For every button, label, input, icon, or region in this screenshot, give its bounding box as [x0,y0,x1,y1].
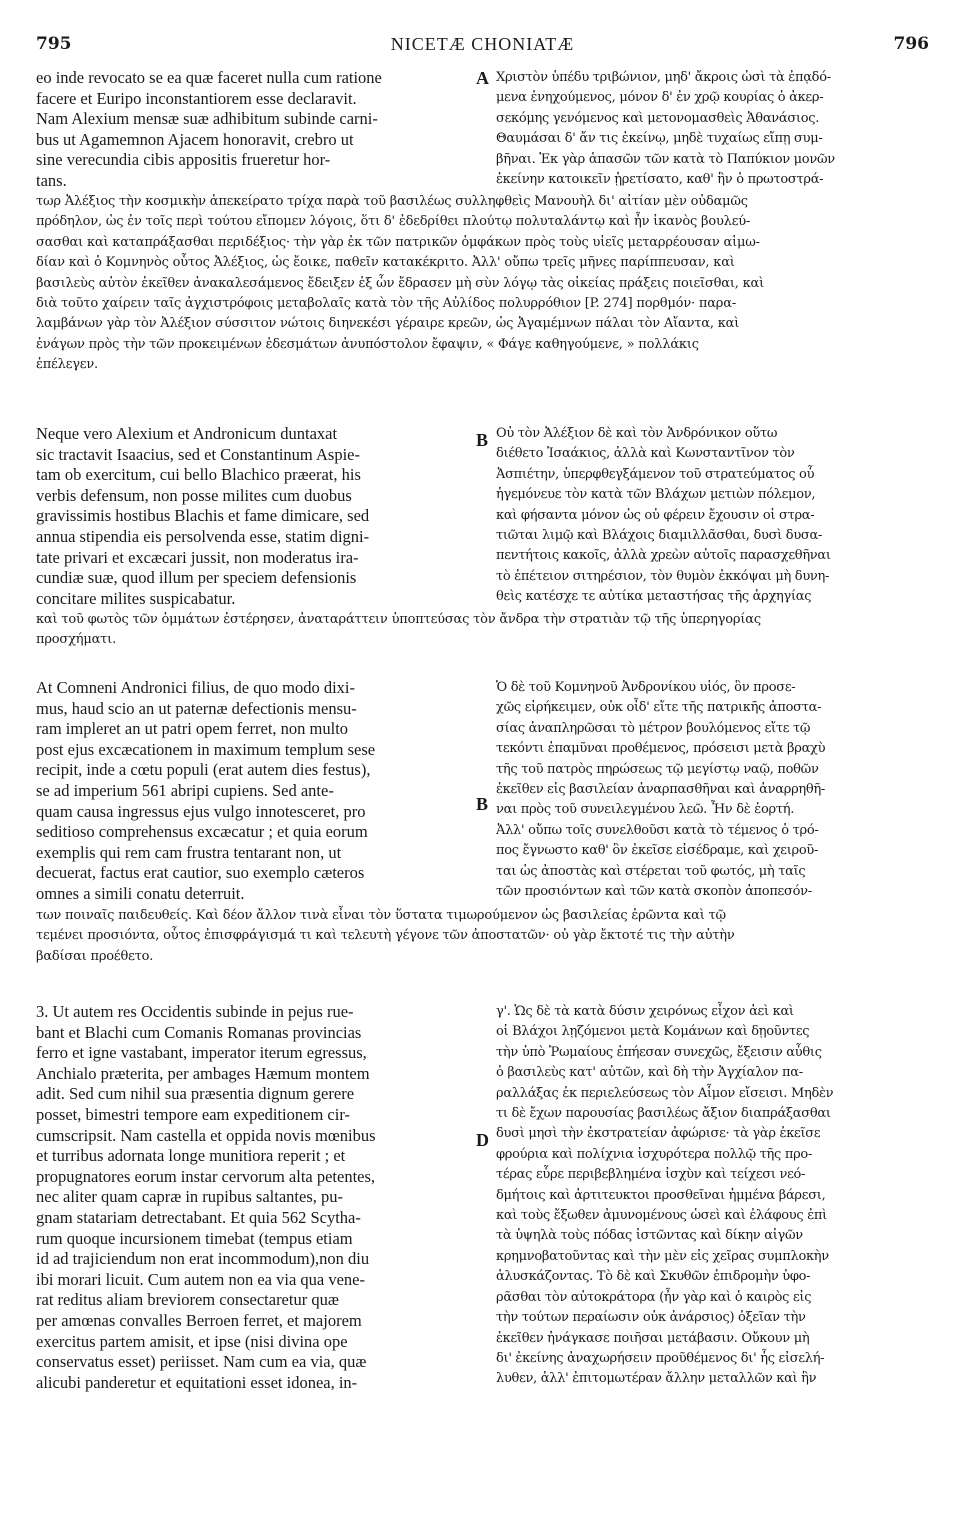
greek-column: Ὁ δὲ τοῦ Κομνηνοῦ Ἀνδρονίκου υἱός, ὃν προσε- χῶς εἰρήκειμεν, οὐκ οἶδ' εἴτε τῆς πατρικῆς ἀποστα- σίας ἀναπληρῶσαι τὸ μέτρον βουλόμενος εἴτε τῷ τεκόντι ἐπαμῦναι προθέμενος, πρόσεισι μετὰ βραχὺ τῆς τοῦ πατρὸς πηρώσεως τῷ μεγίστῳ ναῷ, ποθῶν ἐκεῖθεν εἰς βασιλείαν ἀναρπασθῆναι καὶ ἀναρρηθῆ- ναι πρὸς τοῦ συνειλεγμένου λεῶ. Ἦν δὲ ἑορτή. Ἀλλ' οὔπω τοῖς συνελθοῦσι κατὰ τὸ τέμενος ὁ τρό- πος ἔγνωστο καθ' ὃν ἐκεῖσε εἰσέδραμε, καὶ χειροῦ- ται ὡς ἀποστὰς καὶ στέρεται τοῦ φωτός, μὴ ταῖς τῶν προσιόντων καὶ τῶν κατὰ σκοπὸν ἀποπεσόν- [496,680,826,900]
greek-full-width: καὶ τοῦ φωτὸς τῶν ὀμμάτων ἐστέρησεν, ἀναταράττειν ὑποπτεύσας τὸν ἄνδρα τὴν στρατιὰν τῷ τῆς ὑπερηγορίας προσχήματι. [36,612,761,648]
page-number-left: 795 [36,34,72,54]
running-title: NICETÆ CHONIATÆ [390,34,575,54]
latin-column: 3. Ut autem res Occidentis subinde in pejus rue- bant et Blachi cum Comanis Romanas provincias ferro et igne vastabant, imperator iterum egressus, Anchialo præterita, per ambages Hæmum montem adit. Sed cum nihil sua præsentia dignum gerere posset, bimestri tempore eam expeditionem cir- cumscripsit. Nam castella et oppida novis mœnibus et turribus adornata longe munitiora reperit ; et propugnatores eorum instar cervorum alta petentes, nec aliter quam capræ in rupibus saltantes, pu- gnam statariam detrectabant. Et quia 562 Scytha- rum quoque incursionem timebat (tempus etiam id ad trajiciendum non erat incommodum),non diu ibi morari licuit. Cum autem non ea via qua vene- rat reditus aliam breviorem consectaretur quæ per amœnas convalles Berroen ferret, et majorem exercitus partem amisit, et ipse (nisi divina ope conservatus esset) periisset. Nam cum ea via, quæ alicubi panderetur et equitationi esset idonea, in- [36,1002,376,1392]
latin-column: Neque vero Alexium et Andronicum duntaxat sic tractavit Isaacius, sed et Constantinum Aspie- tam ob exercitum, cui bello Blachico præerat, his verbis defensum, non posse milites cum duobus gravissimis hostibus Blachis et fame dimicare, sed annua stipendia eis persolvenda esse, statim digni- tate privari et excæcari jussit, non moderatus ira- cundiæ suæ, quod illum per speciem defensionis concitare milites suspicabatur. [36,424,370,608]
greek-column: Χριστὸν ὑπέδυ τριβώνιον, μηδ' ἄκροις ὠσὶ τὰ ἐπᾳδό- μενα ἐνηχούμενος, μόνον δ' ἐν χρῷ κουρίας ὁ ἀκερ- σεκόμης γενόμενος καὶ μετονομασθεὶς Ἀθανάσιος. Θαυμάσαι δ' ἄν τις ἐκείνῳ, μηδὲ τυχαίως εἴπῃ συμ- βῆναι. Ἐκ γὰρ ἁπασῶν τῶν κατὰ τὸ Παπύκιον μονῶν ἐκείνην κατοικεῖν ᾑρετίσατο, καθ' ἣν ὁ πρωτοστρά- [496,70,835,188]
latin-column: At Comneni Andronici filius, de quo modo dixi- mus, haud scio an ut paternæ defectionis mensu- ram impleret an ut patri opem ferret, non multo post ejus excæcationem in maximum templum sese recipit, inde a cœtu populi (erat autem dies festus), se ad imperium 561 abripi cupiens. Sed ante- quam causa ingressus ejus vulgo innotesceret, pro seditioso comprehensus excæcatur ; et quia eorum exemplis qui rem cam frustra tentarant non, ut decuerat, factus erat cautior, suo exemplo cæteros omnes a simili conatu deterruit. [36,678,376,903]
page-header [36,34,929,64]
greek-full-width: των ποιναῖς παιδευθείς. Καὶ δέον ἄλλον τινὰ εἶναι τὸν ὕστατα τιμωρούμενον ὡς βασιλείας ἐρῶντα καὶ τῷ τεμένει προσιόντα, οὗτος ἐπισφράγισμά τι καὶ τελευτὴ γέγονε τῶν ἀποστατῶν· οὐ γὰρ ἔκτοτέ τις τὴν αὐτὴν βαδίσαι προέθετο. [36,908,735,964]
margin-marker: B [476,430,489,450]
margin-marker: A [476,68,489,88]
greek-column: γ'. Ὡς δὲ τὰ κατὰ δύσιν χειρόνως εἶχον ἀεὶ καὶ οἱ Βλάχοι λῃζόμενοι μετὰ Κομάνων καὶ δῃοῦντες τὴν ὑπὸ Ῥωμαίους ἐπήεσαν συνεχῶς, ἔξεισιν αὖθις ὁ βασιλεὺς κατ' αὐτῶν, καὶ δὴ τὴν Ἀγχίαλον πα- ραλλάξας ἐκ περιελεύσεως τὸν Αἷμον εἴσεισι. Μηδὲν τι δὲ ἔχων παρουσίας βασιλέως ἄξιον διαπράξασθαι δυσὶ μησὶ τὴν ἐκστρατείαν ἀφώρισε· τὰ γὰρ ἐκεῖσε φρούρια καὶ πολίχνια ἰσχυρότερα πολλῷ τῆς προ- τέρας εὗρε περιβεβλημένα ἰσχὺν καὶ τείχεσι νεό- δμήτοις καὶ ἀρτιτευκτοι προσθεῖναι ἡμμένα βάρεσι, καὶ τοὺς ἔξωθεν ἀμυνομένους ὡσεὶ καὶ ἐλάφους ἐπὶ τὰ ὑψηλὰ τοὺς πόδας ἱστῶντας καὶ δίκην αἰγῶν κρημνοβατοῦντας καὶ τὴν μὲν εἰς χεῖρας συμπλοκὴν ἀλυσκάζοντας. Τὸ δὲ καὶ Σκυθῶν ἐπιδρομὴν ὑφο- ρᾶσθαι τὸν αὐτοκράτορα (ἦν γὰρ καὶ ὁ καιρὸς εἰς τὴν τούτων περαίωσιν οὐκ ἀνάρσιος) ὀξεῖαν τὴν ἐκεῖθεν ἠνάγκασε ποιῆσαι μετάβασιν. Οὔκουν μὴ δι' ἐκείνης ἀναχωρήσειν προῦθέμενος δι' ἧς εἰσελή- λυθεν, ἀλλ' ἐπιτομωτέραν ἄλλην μεταλλῶν καὶ ἣν [496,1004,834,1387]
latin-column: eo inde revocato se ea quæ faceret nulla cum ratione facere et Euripo inconstantiorem esse declaravit. Nam Alexium mensæ suæ adhibitum subinde carni- bus ut Agamemnon Ajacem honoravit, crebro ut sine verecundia cibis appositis frueretur hor- tans. [36,68,382,190]
page-number-right: 796 [893,34,929,54]
margin-marker: B [476,794,489,814]
greek-column: Οὐ τὸν Ἀλέξιον δὲ καὶ τὸν Ἀνδρόνικον οὕτω διέθετο Ἰσαάκιος, ἀλλὰ καὶ Κωνσταντῖνον τὸν Ἀσπιέτην, ὑπερφθεγξάμενον τοῦ στρατεύματος οὗ ἡγεμόνευε τὸν κατὰ τῶν Βλάχων μετιὼν πόλεμον, καὶ φήσαντα μόνον ὡς οὐ φέρειν ἔχουσιν οἱ στρα- τιῶται λιμῷ καὶ Βλάχοις διαμιλλᾶσθαι, δυσὶ δυσα- πεντήτοις κακοῖς, ἀλλὰ χρεὼν αὐτοῖς παρασχεθῆναι τὸ ἐπέτειον σιτηρέσιον, τὸν θυμὸν ἐκκόψαι μὴ δυνη- θεὶς κατέσχε τε αὐτίκα μεταστήσας τῆς ἀρχηγίας [496,426,831,605]
greek-full-width: τωρ Ἀλέξιος τὴν κοσμικὴν ἀπεκείρατο τρίχα παρὰ τοῦ βασιλέως συλληφθεὶς Μανουὴλ δι' αἰτίαν μὲν οὐδαμῶς πρόδηλον, ὡς ἐν τοῖς περὶ τούτου εἴπομεν λόγοις, ὅτι δ' ἐδεδρίθει πλούτῳ πολυταλάντῳ καὶ ἦν ἱκανὸς βουλεύ- σασθαι καὶ καταπράξασθαι περιδέξιος· τὴν γὰρ ἐκ τῶν πατρικῶν ὀμφάκων πρὸς τοὺς υἱεῖς μεταρρέουσαν αἱμω- δίαν καὶ ὁ Κομνηνὸς οὗτος Ἀλέξιος, ὡς ἔοικε, παθεῖν κατακέκριτο. Ἀλλ' οὔπω τρεῖς μῆνες παρίππευσαν, καὶ βασιλεὺς αὐτὸν ἐκεῖθεν ἀνακαλεσάμενος ἔδειξεν ἐξ ὧν ἔδρασεν μὴ σὺν λόγῳ τὰς οἰκείας πράξεις ποιεῖσθαι, καὶ διὰ τοῦτο χαίρειν ταῖς ἀγχιστρόφοις μεταβολαῖς κατὰ τὸν τῆς Αὐλίδος πολυρρόθιον [P. 274] πορθμόν· παρα- λαμβάνων γὰρ τὸν Ἀλέξιον σύσσιτον νώτοις διηνεκέσι γέραιρε κρεῶν, ὡς Ἀγαμέμνων πάλαι τὸν Αἴαντα, καὶ ἐνάγων πρὸς τὴν τῶν προκειμένων ἐδεσμάτων ἀνυπόστολον ἔφαψιν, « Φάγε καθηγούμενε, » πολλάκις ἐπέλεγεν. [36,194,764,373]
margin-marker: D [476,1130,489,1150]
